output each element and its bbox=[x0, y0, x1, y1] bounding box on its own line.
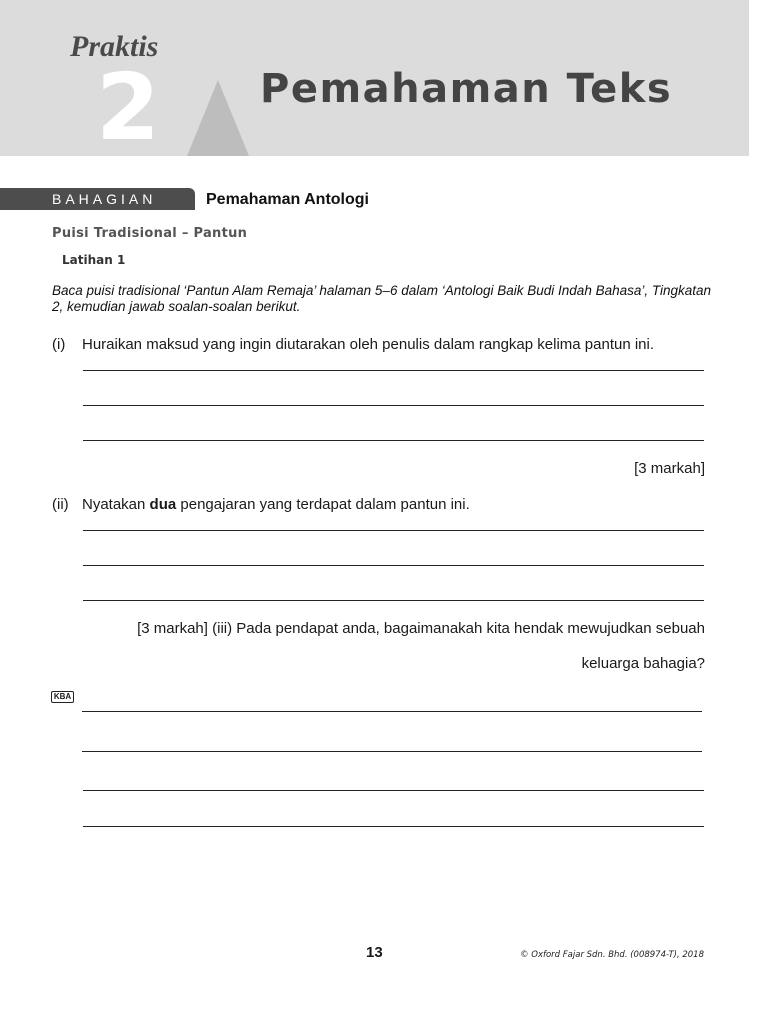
praktis-label: Praktis bbox=[70, 30, 159, 63]
praktis-number: 2 bbox=[96, 54, 161, 161]
question-3-number: (iii) bbox=[212, 620, 233, 637]
question-2-marks: [3 markah] bbox=[137, 620, 208, 637]
exercise-label: Latihan 1 bbox=[62, 253, 126, 267]
answer-line[interactable] bbox=[83, 826, 704, 827]
question-2-text bbox=[82, 496, 470, 513]
question-3-text-line1: Pada pendapat anda, bagaimanakah kita hendak mewujudkan sebuah bbox=[236, 620, 705, 637]
copyright-text: © Oxford Fajar Sdn. Bhd. (008974-T), 2018 bbox=[520, 950, 704, 960]
page-number: 13 bbox=[366, 944, 383, 961]
kba-badge-icon: KBA bbox=[51, 691, 74, 703]
answer-line[interactable] bbox=[83, 405, 704, 406]
section-tag: BAHAGIAN bbox=[0, 188, 195, 210]
answer-line[interactable] bbox=[83, 440, 704, 441]
question-2-number: (ii) bbox=[52, 496, 69, 513]
section-title: Pemahaman Antologi bbox=[206, 191, 369, 208]
answer-line[interactable] bbox=[83, 530, 704, 531]
sub-heading: Puisi Tradisional – Pantun bbox=[52, 226, 248, 241]
question-1-marks: [3 markah] bbox=[634, 460, 705, 477]
answer-line[interactable] bbox=[83, 790, 704, 791]
question-1-number: (i) bbox=[52, 336, 66, 353]
question-2-text-bold: dua bbox=[149, 496, 177, 513]
triangle-decoration bbox=[187, 80, 249, 156]
question-2-text-before: Nyatakan bbox=[82, 496, 150, 513]
answer-line[interactable] bbox=[82, 751, 702, 752]
page-title: Pemahaman Teks bbox=[260, 66, 673, 112]
answer-line[interactable] bbox=[83, 600, 704, 601]
question-3-line1 bbox=[137, 620, 705, 637]
answer-line[interactable] bbox=[83, 565, 704, 566]
instruction-text: Baca puisi tradisional ‘Pantun Alam Remaja’ halaman 5–6 dalam ‘Antologi Baik Budi Indah Bahasa’, Tingkatan 2, kemudian jawab soalan-soalan berikut. bbox=[52, 283, 712, 314]
question-2-text-after: pengajaran yang terdapat dalam pantun ini. bbox=[176, 496, 470, 513]
question-3-text-line2: keluarga bahagia? bbox=[581, 655, 705, 672]
question-1-text: Huraikan maksud yang ingin diutarakan oleh penulis dalam rangkap kelima pantun ini. bbox=[82, 336, 655, 353]
answer-line[interactable] bbox=[83, 370, 704, 371]
answer-line[interactable] bbox=[82, 711, 702, 712]
